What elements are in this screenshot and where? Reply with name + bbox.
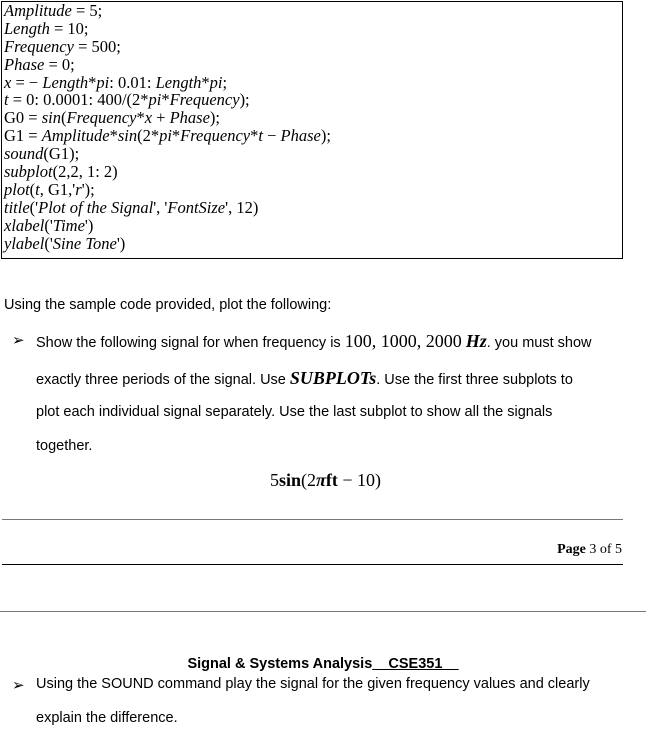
code-line-frequency: Frequency = 500; bbox=[4, 36, 121, 56]
intro-text: Using the sample code provided, plot the following: bbox=[4, 297, 332, 313]
code-line-sound: sound(G1); bbox=[4, 144, 80, 164]
code-block bbox=[1, 1, 623, 259]
code-line-title: title('Plot of the Signal', 'FontSize', 12) bbox=[4, 197, 259, 217]
code-line-phase: Phase = 0; bbox=[4, 54, 75, 74]
divider-top bbox=[2, 519, 623, 520]
code-line-t: t = 0: 0.0001: 400/(2*pi*Frequency); bbox=[4, 90, 250, 110]
code-line-plot: plot(t, G1,'r'); bbox=[4, 179, 95, 199]
bullet-arrow-icon: ➢ bbox=[12, 677, 25, 694]
code-line-ylabel: ylabel('Sine Tone') bbox=[4, 233, 126, 253]
code-line-length: Length = 10; bbox=[4, 18, 89, 38]
divider-page-break bbox=[0, 611, 646, 612]
bullet1-line1: Show the following signal for when frequency is 100, 1000, 2000 Hz. you must show bbox=[36, 331, 592, 351]
code-line-xlabel: xlabel('Time') bbox=[4, 215, 94, 235]
bullet1-line2: exactly three periods of the signal. Use SUBPLOTs. Use the first three subplots to bbox=[36, 368, 573, 388]
bullet-arrow-icon: ➢ bbox=[12, 332, 25, 349]
code-line-g1: G1 = Amplitude*sin(2*pi*Frequency*t − Phase); bbox=[4, 126, 331, 146]
code-line-subplot: subplot(2,2, 1: 2) bbox=[4, 162, 118, 182]
page-number: Page 3 of 5 bbox=[557, 542, 622, 557]
code-line-x: x = − Length*pi: 0.01: Length*pi; bbox=[4, 72, 228, 92]
formula: 5sin(2πft − 10) bbox=[270, 470, 382, 490]
code-line-g0: G0 = sin(Frequency*x + Phase); bbox=[4, 108, 220, 128]
bullet2-line2: explain the difference. bbox=[36, 710, 178, 726]
divider-page-footer bbox=[2, 564, 623, 565]
bullet2-line1: Using the SOUND command play the signal for the given frequency values and clearly bbox=[36, 676, 590, 692]
course-header: Signal & Systems Analysis__CSE351__ bbox=[187, 656, 459, 672]
code-line-amplitude: Amplitude = 5; bbox=[4, 1, 103, 20]
bullet1-line3: plot each individual signal separately. Use the last subplot to show all the signals bbox=[36, 404, 553, 420]
bullet1-line4: together. bbox=[36, 438, 93, 454]
